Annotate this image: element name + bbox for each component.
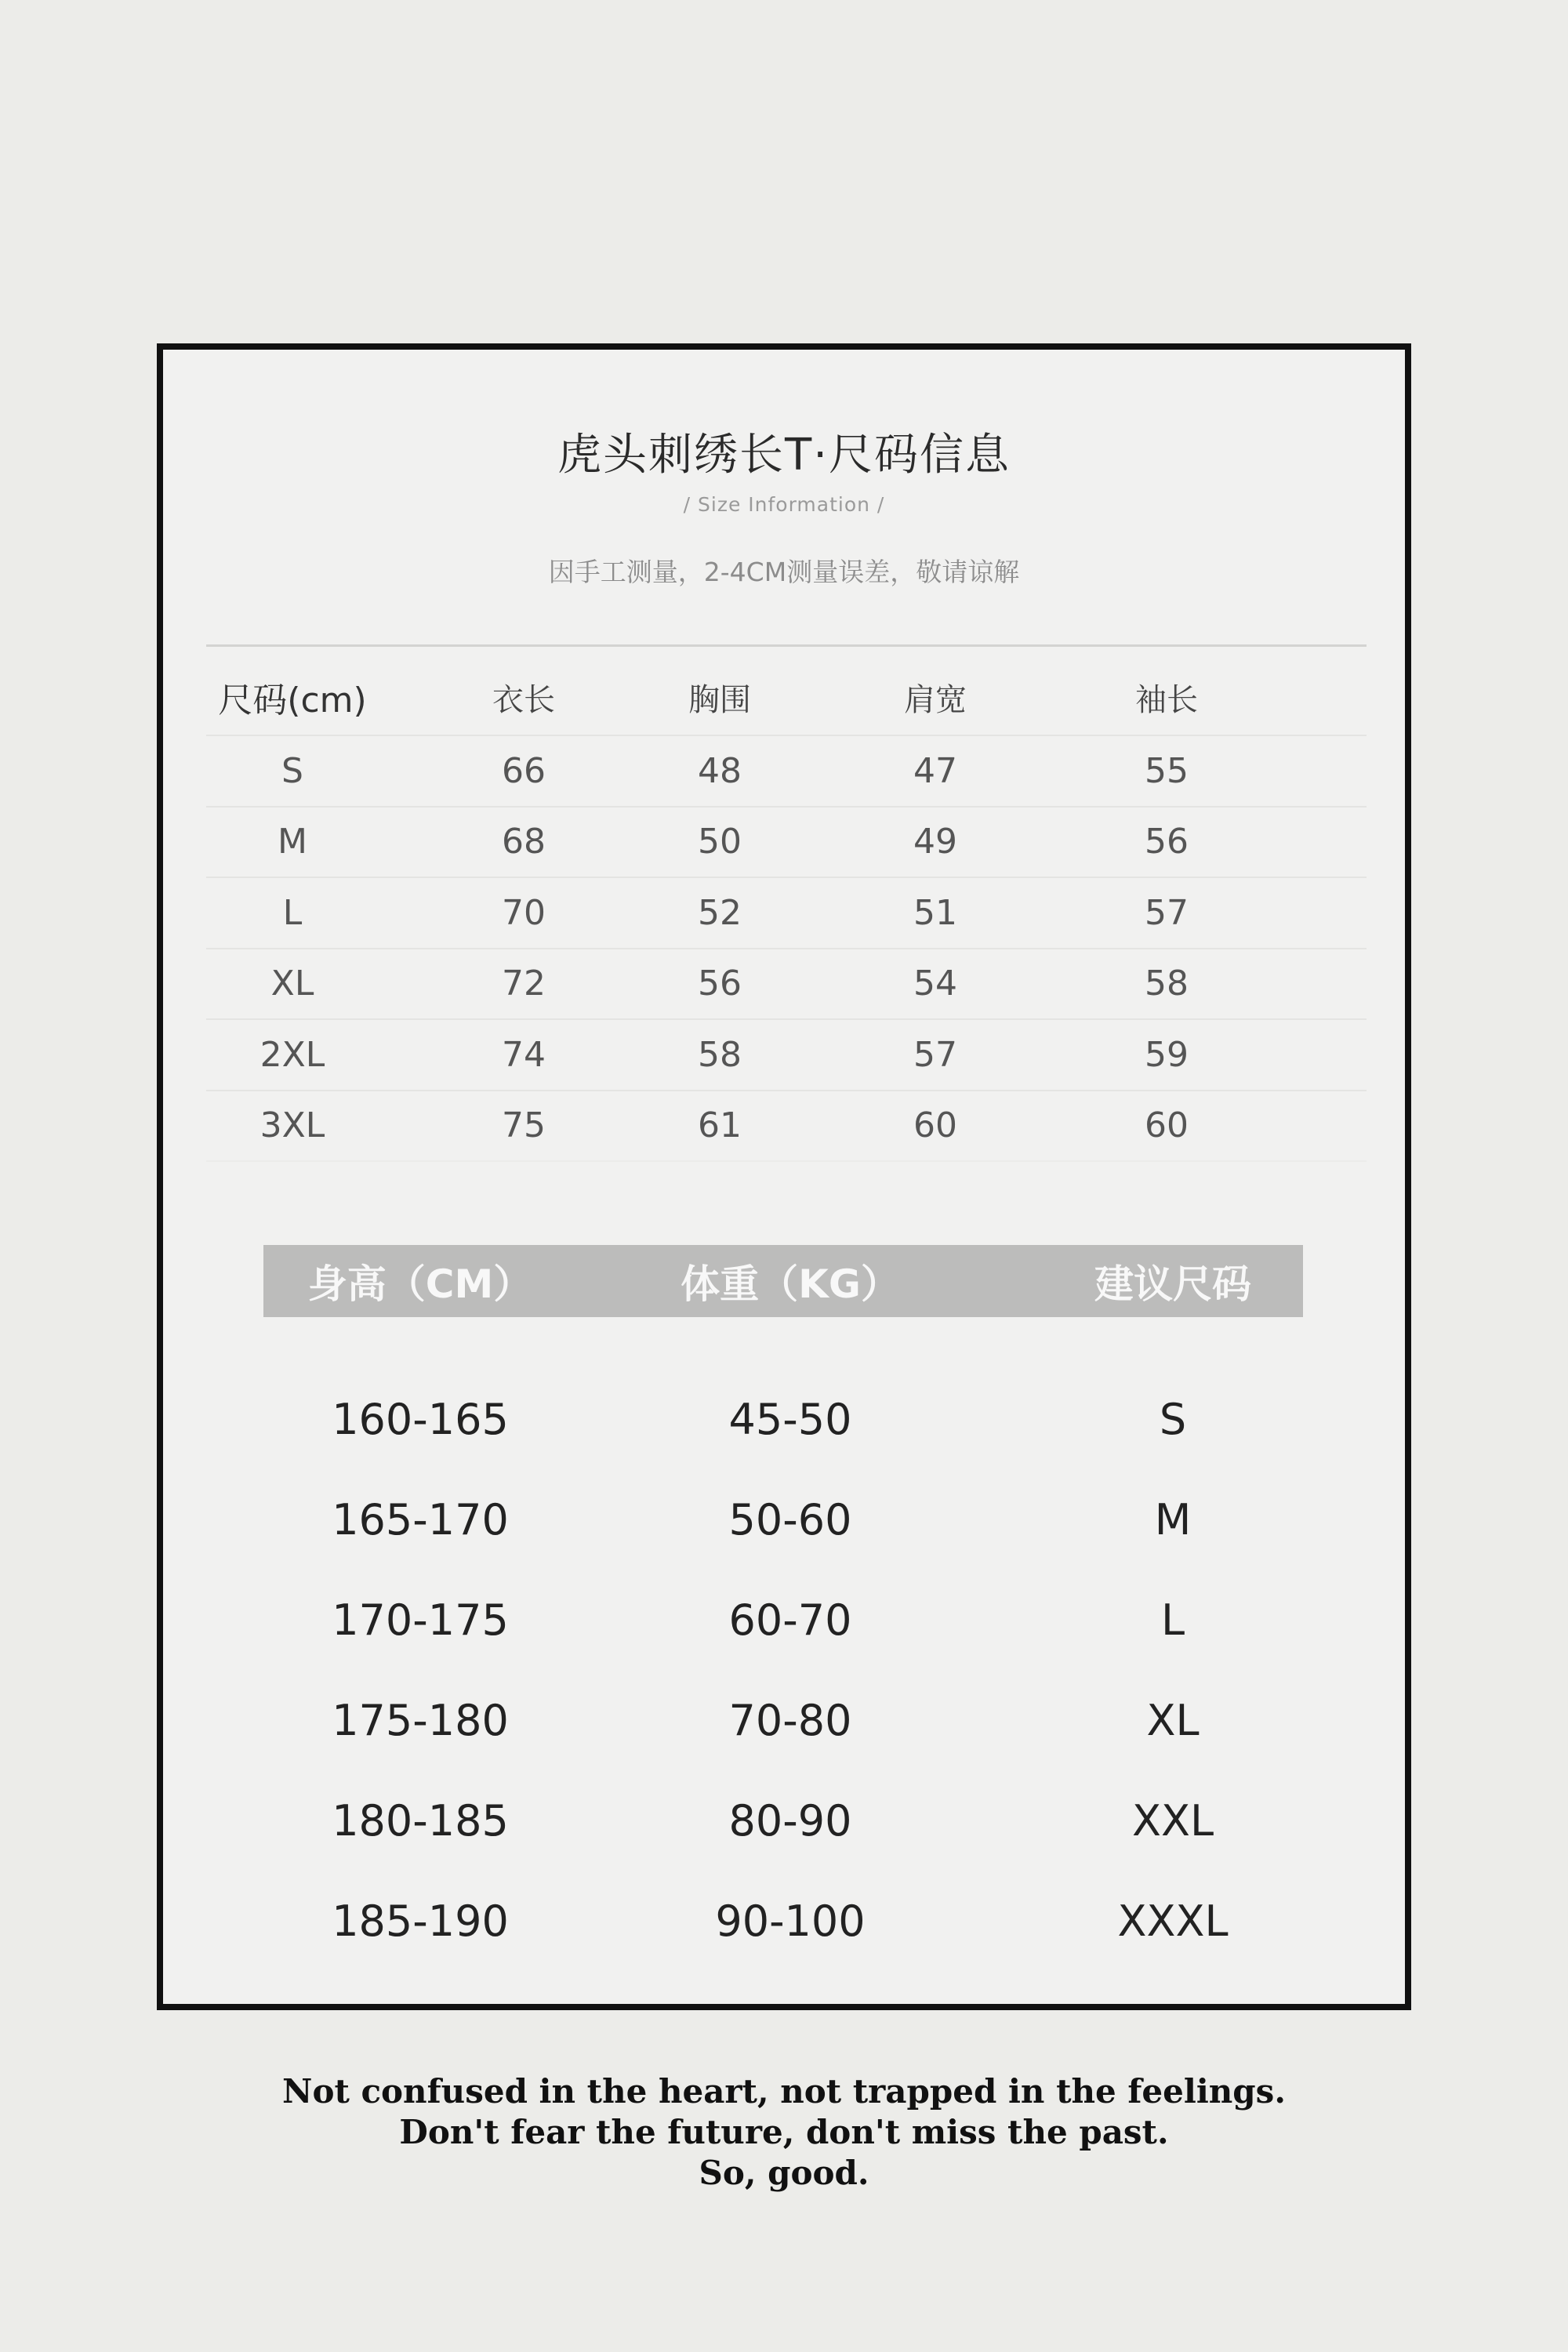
chest-cell: 48 [698,750,742,791]
table-row [206,949,1367,1021]
height-cell: 180-185 [332,1795,509,1846]
column-header: 建议尺码 [1094,1261,1251,1307]
sleeve-cell: 56 [1145,822,1189,862]
height-cell: 160-165 [332,1394,509,1444]
length-cell: 75 [502,1105,546,1146]
shoulder-cell: 60 [913,1105,957,1146]
size-table-body [206,736,1367,1162]
table-row [263,1469,1303,1570]
column-header: 胸围 [688,681,751,718]
size-cell: L [282,892,303,933]
shoulder-cell: 57 [913,1034,957,1075]
column-header: 肩宽 [904,681,967,718]
suggested-size-cell: XXL [1131,1795,1214,1846]
length-cell: 74 [502,1034,546,1075]
shoulder-cell: 49 [913,822,957,862]
suggested-size-cell: XL [1146,1695,1200,1745]
table-row [206,878,1367,949]
shoulder-cell: 47 [913,750,957,791]
column-header: 体重（KG） [681,1261,900,1307]
sleeve-cell: 59 [1145,1034,1189,1075]
quote-line: Don't fear the future, don't miss the past. [399,2113,1169,2151]
size-info-card [157,343,1411,2010]
chest-cell: 52 [698,892,742,933]
chest-cell: 50 [698,822,742,862]
suggested-size-cell: M [1154,1494,1192,1544]
table-row [263,1670,1303,1770]
weight-cell: 50-60 [728,1494,852,1544]
table-row [263,1570,1303,1670]
table-row [263,1871,1303,1971]
shoulder-cell: 54 [913,964,957,1004]
quote [0,2071,1568,2194]
height-cell: 170-175 [332,1595,509,1645]
chest-cell: 56 [698,964,742,1004]
height-cell: 165-170 [332,1494,509,1544]
quote-line: So, good. [699,2154,869,2192]
length-cell: 66 [502,750,546,791]
suggested-size-cell: L [1160,1595,1185,1645]
recommend-table [263,1369,1303,1971]
column-header: 身高（CM） [307,1261,533,1307]
weight-cell: 45-50 [728,1394,852,1444]
size-cell: S [281,750,303,791]
length-cell: 68 [502,822,546,862]
table-row [206,1091,1367,1163]
sleeve-cell: 58 [1145,964,1189,1004]
table-row [263,1369,1303,1469]
size-cell: XL [270,964,314,1004]
page-subtitle: / Size Information / [683,493,885,516]
sleeve-cell: 55 [1145,750,1189,791]
table-row [263,1770,1303,1871]
page-title: 虎头刺绣长T·尺码信息 [557,430,1011,481]
chest-cell: 58 [698,1034,742,1075]
weight-cell: 70-80 [728,1695,852,1745]
recommend-table-header [263,1245,1303,1317]
divider [206,644,1367,647]
column-header: 袖长 [1135,681,1198,718]
suggested-size-cell: S [1159,1394,1187,1444]
column-header: 尺码(cm) [218,681,367,720]
sleeve-cell: 60 [1145,1105,1189,1146]
weight-cell: 60-70 [728,1595,852,1645]
length-cell: 70 [502,892,546,933]
measurement-note: 因手工测量，2-4CM测量误差，敬请谅解 [548,557,1020,587]
size-table-header [206,659,1367,736]
height-cell: 185-190 [332,1896,509,1946]
quote-line: Not confused in the heart, not trapped in the feelings. [282,2072,1286,2111]
column-header: 衣长 [492,681,555,718]
table-row [206,736,1367,808]
sleeve-cell: 57 [1145,892,1189,933]
size-cell: 2XL [260,1034,325,1075]
size-cell: M [278,822,307,862]
shoulder-cell: 51 [913,892,957,933]
chest-cell: 61 [698,1105,742,1146]
table-row [206,808,1367,879]
weight-cell: 80-90 [728,1795,852,1846]
suggested-size-cell: XXXL [1117,1896,1229,1946]
length-cell: 72 [502,964,546,1004]
size-cell: 3XL [260,1105,325,1146]
table-row [206,1020,1367,1091]
size-table [206,659,1367,1162]
height-cell: 175-180 [332,1695,509,1745]
weight-cell: 90-100 [715,1896,866,1946]
